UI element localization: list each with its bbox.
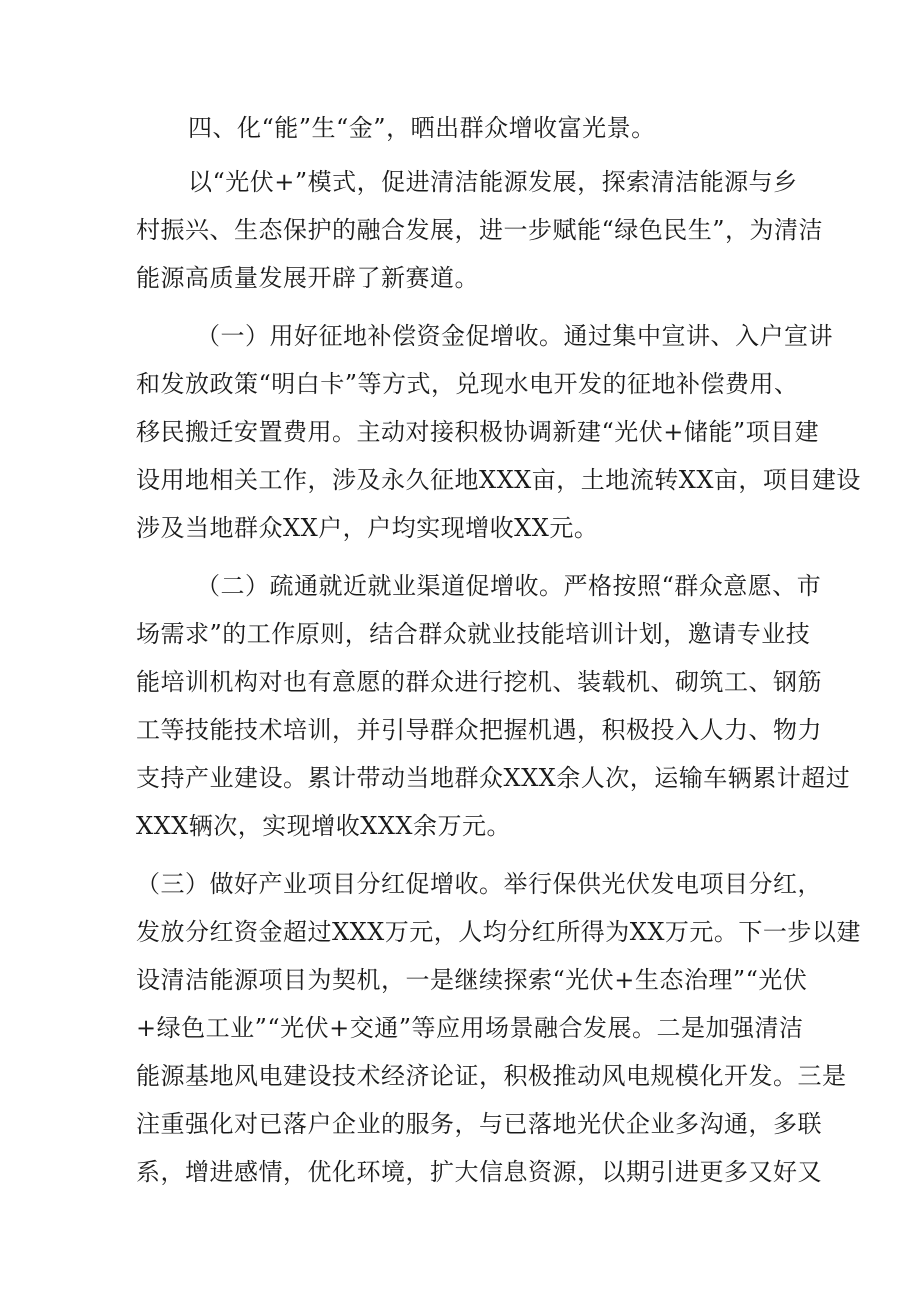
section2-line-1: （二）疏通就近就业渠道促增收。严格按照“群众意愿、市 [196, 572, 822, 600]
section2-line-3: 能培训机构对也有意愿的群众进行挖机、装载机、砌筑工、钢筋 [136, 668, 822, 696]
section2-line-2: 场需求”的工作原则，结合群众就业技能培训计划，邀请专业技 [136, 620, 811, 648]
section3-line-3: 设清洁能源项目为契机，一是继续探索“光伏+生态治理”“光伏 [136, 966, 808, 994]
section3-line-7: 系，增进感情，优化环境，扩大信息资源，以期引进更多又好又 [136, 1158, 822, 1186]
section2-line-5: 支持产业建设。累计带动当地群众XXX余人次，运输车辆累计超过 [136, 764, 851, 792]
intro-line-1: 以“光伏+”模式，促进清洁能源发展，探索清洁能源与乡 [188, 168, 798, 196]
section2-line-4: 工等技能技术培训，并引导群众把握机遇，积极投入人力、物力 [136, 716, 822, 744]
section3-line-5: 能源基地风电建设技术经济论证，积极推动风电规模化开发。三是 [136, 1062, 847, 1090]
intro-line-2: 村振兴、生态保护的融合发展，进一步赋能“绿色民生”，为清洁 [136, 216, 824, 244]
section1-line-2: 和发放政策“明白卡”等方式，兑现水电开发的征地补偿费用、 [136, 370, 799, 398]
section3-line-2: 发放分红资金超过XXX万元，人均分红所得为XX万元。下一步以建 [136, 918, 861, 946]
section1-line-1: （一）用好征地补偿资金促增收。通过集中宣讲、入户宣讲 [196, 322, 833, 350]
section1-line-4: 设用地相关工作，涉及永久征地XXX亩，土地流转XX亩，项目建设 [136, 466, 861, 494]
section2-line-6: XXX辆次，实现增收XXX余万元。 [136, 812, 512, 840]
section3-line-4: +绿色工业”“光伏+交通”等应用场景融合发展。二是加强清洁 [136, 1014, 804, 1042]
section3-line-1: （三）做好产业项目分红促增收。举行保供光伏发电项目分红， [136, 870, 822, 898]
section-heading: 四、化“能”生“金”，晒出群众增收富光景。 [188, 114, 656, 142]
section3-line-6: 注重强化对已落户企业的服务，与已落地光伏企业多沟通，多联 [136, 1110, 822, 1138]
section1-line-3: 移民搬迁安置费用。主动对接积极协调新建“光伏+储能”项目建 [136, 418, 820, 446]
intro-line-3: 能源高质量发展开辟了新赛道。 [136, 264, 479, 292]
section1-line-5: 涉及当地群众XX户，户均实现增收XX元。 [136, 514, 599, 542]
